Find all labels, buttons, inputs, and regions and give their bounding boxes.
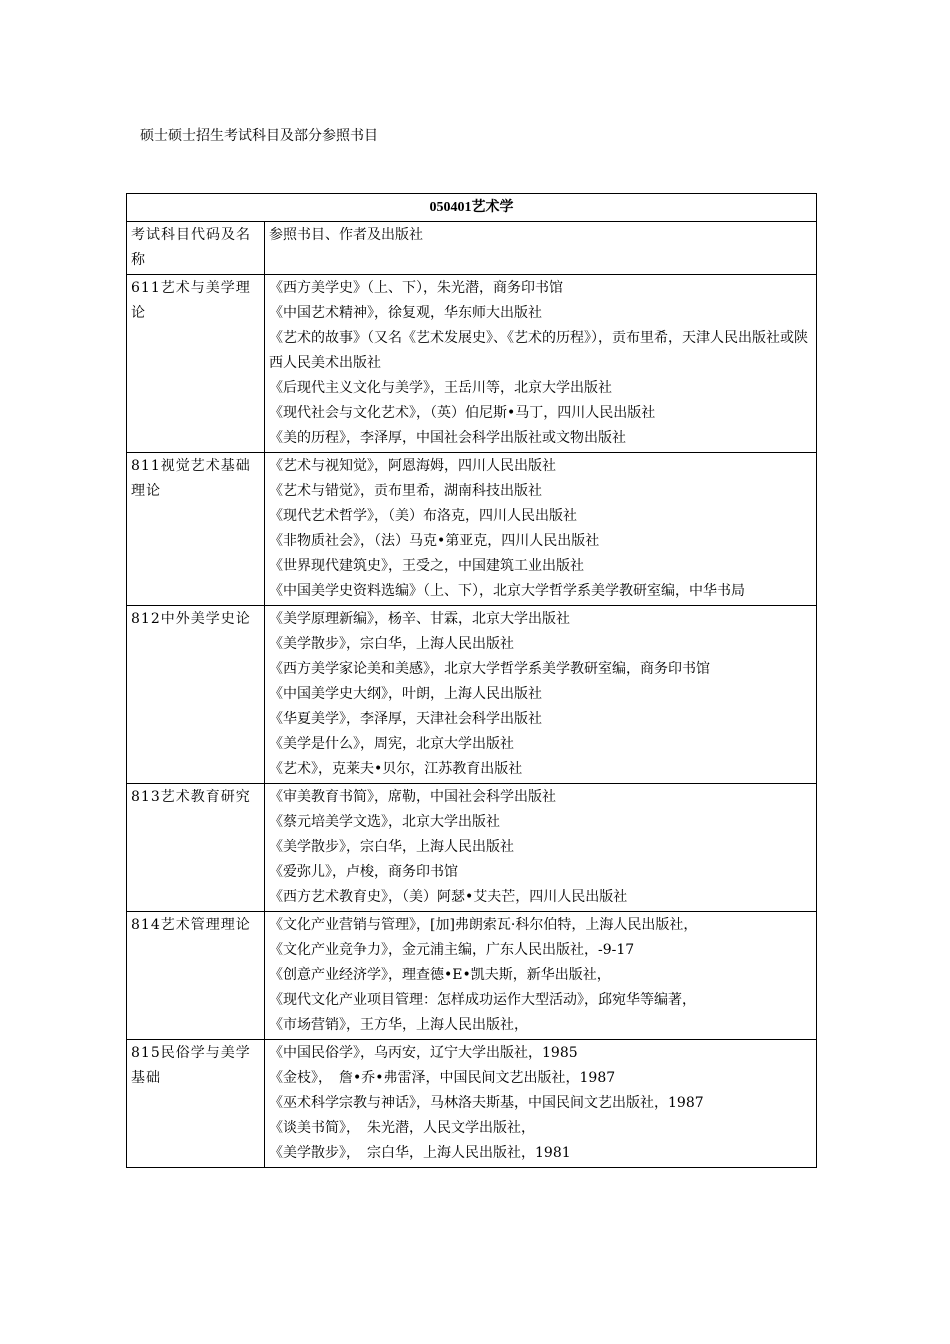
book-entry: 《中国艺术精神》，徐复观，华东师大出版社 <box>269 305 542 321</box>
subject-books <box>265 275 817 453</box>
book-entry: 《金枝》， 詹•乔•弗雷泽，中国民间文艺出版社，1987 <box>269 1070 616 1086</box>
book-entry: 《美学原理新编》，杨辛、甘霖，北京大学出版社 <box>269 611 570 627</box>
subject-name: 811视觉艺术基础理论 <box>127 453 265 606</box>
header-row <box>127 222 817 275</box>
subject-row <box>127 912 817 1040</box>
book-entry: 《艺术与错觉》，贡布里希，湖南科技出版社 <box>269 483 542 499</box>
subject-name: 814艺术管理理论 <box>127 912 265 1040</box>
book-entry: 《西方美学史》（上、下），朱光潜，商务印书馆 <box>269 280 563 296</box>
header-reference-books: 参照书目、作者及出版社 <box>265 222 817 275</box>
major-title: 050401艺术学 <box>127 194 817 222</box>
subject-books <box>265 784 817 912</box>
book-entry: 《现代文化产业项目管理：怎样成功运作大型活动》，邱宛华等编著， <box>269 992 696 1008</box>
book-entry: 《美的历程》，李泽厚，中国社会科学出版社或文物出版社 <box>269 430 626 446</box>
book-entry: 《美学散步》，宗白华，上海人民出版社 <box>269 839 514 855</box>
subject-row <box>127 1040 817 1168</box>
book-entry: 《世界现代建筑史》，王受之，中国建筑工业出版社 <box>269 558 584 574</box>
book-entry: 《现代社会与文化艺术》，（英）伯尼斯•马丁，四川人民出版社 <box>269 405 656 421</box>
subject-row <box>127 784 817 912</box>
book-entry: 《市场营销》，王方华，上海人民出版社， <box>269 1017 528 1033</box>
book-entry: 《后现代主义文化与美学》，王岳川等，北京大学出版社 <box>269 380 612 396</box>
book-entry: 《美学散步》，宗白华，上海人民出版社 <box>269 636 514 652</box>
subject-name: 611艺术与美学理论 <box>127 275 265 453</box>
subject-books <box>265 606 817 784</box>
document-title: 硕士硕士招生考试科目及部分参照书目 <box>140 128 378 144</box>
book-entry: 《巫术科学宗教与神话》，马林洛夫斯基，中国民间文艺出版社，1987 <box>269 1095 704 1111</box>
book-entry: 《艺术与视知觉》，阿恩海姆，四川人民出版社 <box>269 458 556 474</box>
subject-row <box>127 275 817 453</box>
subject-name: 815民俗学与美学基础 <box>127 1040 265 1168</box>
book-entry: 《文化产业营销与管理》，[加]弗朗索瓦·科尔伯特，上海人民出版社， <box>269 917 698 933</box>
book-entry: 《非物质社会》，（法）马克•第亚克，四川人民出版社 <box>269 533 600 549</box>
book-entry: 《审美教育书简》，席勒，中国社会科学出版社 <box>269 789 556 805</box>
book-entry: 《中国民俗学》，乌丙安，辽宁大学出版社，1985 <box>269 1045 578 1061</box>
header-subject-code: 考试科目代码及名称 <box>127 222 265 275</box>
book-entry: 《蔡元培美学文选》，北京大学出版社 <box>269 814 500 830</box>
book-entry: 《现代艺术哲学》，（美）布洛克，四川人民出版社 <box>269 508 577 524</box>
book-entry: 《中国美学史资料选编》（上、下），北京大学哲学系美学教研室编，中华书局 <box>269 583 745 599</box>
subject-row <box>127 606 817 784</box>
book-entry: 《美学散步》， 宗白华，上海人民出版社，1981 <box>269 1145 571 1161</box>
reference-books-table <box>126 193 817 1168</box>
subject-books <box>265 912 817 1040</box>
book-entry: 《创意产业经济学》，理查德•E•凯夫斯，新华出版社， <box>269 967 611 983</box>
book-entry: 《美学是什么》，周宪，北京大学出版社 <box>269 736 514 752</box>
book-entry: 《爱弥儿》，卢梭，商务印书馆 <box>269 864 458 880</box>
subject-name: 812中外美学史论 <box>127 606 265 784</box>
book-entry: 《谈美书简》， 朱光潜，人民文学出版社， <box>269 1120 535 1136</box>
major-title-row <box>127 194 817 222</box>
book-entry: 《中国美学史大纲》，叶朗，上海人民出版社 <box>269 686 542 702</box>
subject-name: 813艺术教育研究 <box>127 784 265 912</box>
book-entry: 《艺术》，克莱夫•贝尔，江苏教育出版社 <box>269 761 523 777</box>
book-entry: 《华夏美学》，李泽厚，天津社会科学出版社 <box>269 711 542 727</box>
book-entry: 《艺术的故事》（又名《艺术发展史》、《艺术的历程》），贡布里希，天津人民出版社或陕西人民美术出版社 <box>269 330 808 371</box>
book-entry: 《文化产业竞争力》，金元浦主编，广东人民出版社，-9-17 <box>269 942 635 958</box>
subject-books <box>265 1040 817 1168</box>
subject-books <box>265 453 817 606</box>
book-entry: 《西方美学家论美和美感》，北京大学哲学系美学教研室编，商务印书馆 <box>269 661 710 677</box>
subject-row <box>127 453 817 606</box>
book-entry: 《西方艺术教育史》，（美）阿瑟•艾夫芒，四川人民出版社 <box>269 889 628 905</box>
